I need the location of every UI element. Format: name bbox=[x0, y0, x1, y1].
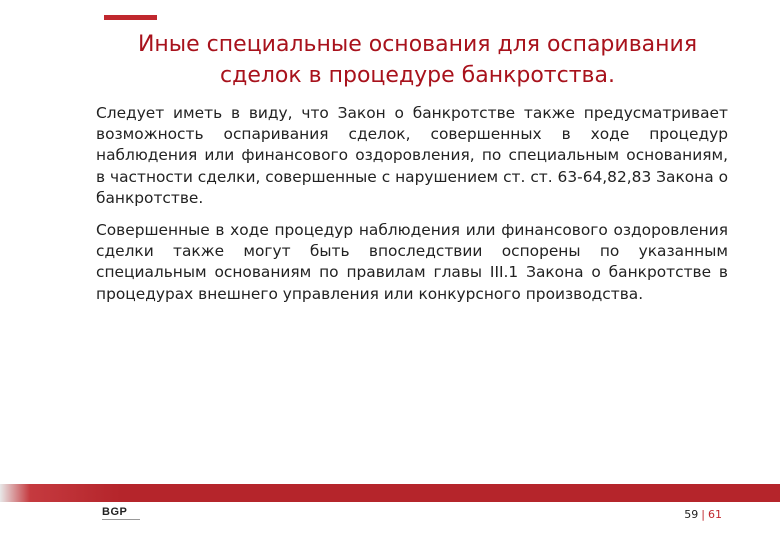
page-current: 59 bbox=[684, 508, 699, 521]
bgp-logo bbox=[102, 506, 142, 528]
accent-bar bbox=[104, 15, 157, 20]
page-separator: | bbox=[701, 508, 705, 521]
page-total: 61 bbox=[708, 508, 722, 521]
logo-text: BGP bbox=[102, 506, 128, 518]
slide-title: Иные специальные основания для оспаривания сделок в процедуре банкротства. bbox=[137, 32, 698, 88]
page-number bbox=[684, 508, 722, 521]
footer-band bbox=[0, 484, 780, 502]
body-paragraph-1: Следует иметь в виду, что Закон о банкротстве также предусматривает возможность оспаривания сделок, совершенных в ходе процедур наблюдения или финансового оздоровления, по специальным основаниям, в частности сделки, совершенные с нарушением ст. ст. 63-64,82,83 Закона о банкротстве. bbox=[96, 104, 728, 207]
body-paragraph-2: Совершенные в ходе процедур наблюдения или финансового оздоровления сделки также могут быть впоследствии оспорены по указанным специальным основаниям по правилам главы III.1 Закона о банкротстве в процедурах внешнего управления или конкурсного производства. bbox=[96, 221, 728, 303]
logo-underline bbox=[102, 519, 140, 524]
